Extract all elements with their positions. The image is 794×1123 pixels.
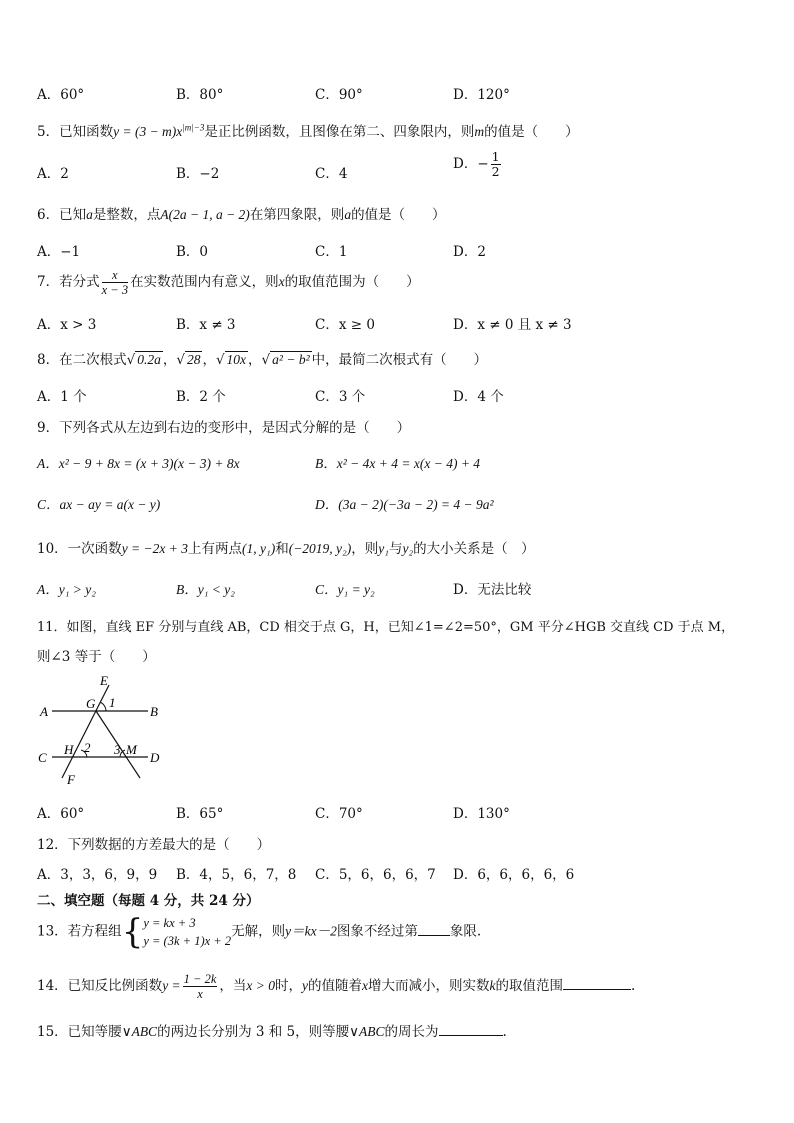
question-8: 8．在二次根式√ 0.2a ，√ 28 ，√ 10x ，√ a² − b² 中，最简二次根式有（ ） — [37, 352, 488, 368]
q7-option-b: B．x ≠ 3 — [176, 317, 236, 333]
q5-option-b: B．−2 — [176, 166, 220, 182]
q4-option-d: D．120° — [453, 87, 510, 103]
label-c: C — [38, 750, 47, 765]
q10-option-b: B．y₁ < y₂ — [176, 582, 235, 597]
q11-option-d: D．130° — [453, 806, 510, 822]
question-15: 15．已知等腰∨ABC的两边长分别为 3 和 5，则等腰∨ABC的周长为 . — [37, 1024, 507, 1040]
q14-answer-blank[interactable] — [563, 977, 631, 990]
label-m: M — [126, 742, 137, 757]
q7-option-a: A．x > 3 — [37, 317, 97, 333]
question-11-line1: 11．如图，直线 EF 分别与直线 AB，CD 相交于点 G，H，已知∠1=∠2=50°，GM 平分∠HGB 交直线 CD 于点 M， — [37, 620, 735, 635]
label-angle-3: 3 — [114, 742, 121, 757]
question-7: 7．若分式 $\frac{x}{x - 3}$ 在实数范围内有意义，则x的取值范围为（ ） — [37, 268, 420, 297]
q13-answer-blank[interactable] — [418, 923, 450, 936]
q9-option-a: A．x² − 9 + 8x = (x + 3)(x − 3) + 8x — [37, 456, 240, 471]
q6-option-d: D．2 — [453, 244, 486, 260]
label-angle-1: 1 — [109, 695, 116, 710]
q11-option-a: A．60° — [37, 806, 85, 822]
question-5: 5．已知函数$y = (3 - m)x^{|m|-3}$是正比例函数，且图像在第二、四象限内，则m的值是（ ） — [37, 122, 579, 140]
label-b: B — [150, 704, 158, 719]
label-h: H — [64, 742, 74, 757]
q12-option-d: D．6，6，6，6，6 — [453, 867, 575, 883]
q5-option-d: D．− $\frac{1}{2}$ — [453, 149, 500, 179]
angle-1-arc — [100, 702, 106, 711]
q4-option-b: B．80° — [176, 87, 224, 103]
q10-option-c: C．y₁ = y₂ — [315, 582, 375, 597]
label-g: G — [86, 696, 96, 711]
q12-option-a: A．3，3，6，9，9 — [37, 867, 158, 883]
q15-answer-blank[interactable] — [439, 1023, 503, 1036]
q11-figure — [30, 670, 180, 792]
section-2-heading: 二、填空题（每题 4 分，共 24 分） — [37, 893, 260, 909]
q7-option-c: C．x ≥ 0 — [315, 317, 375, 333]
q10-option-d: D．无法比较 — [453, 582, 532, 598]
question-11-line2: 则∠3 等于（ ） — [37, 649, 156, 665]
label-f: F — [67, 772, 75, 787]
q11-option-b: B．65° — [176, 806, 224, 822]
question-9: 9．下列各式从左边到右边的变形中，是因式分解的是（ ） — [37, 420, 411, 436]
q12-option-b: B．4，5，6，7，8 — [176, 867, 297, 883]
question-12: 12．下列数据的方差最大的是（ ） — [37, 837, 271, 853]
q5-option-a: A．2 — [37, 166, 69, 182]
q4-option-c: C．90° — [315, 87, 363, 103]
q4-option-a: A．60° — [37, 87, 85, 103]
q11-option-c: C．70° — [315, 806, 363, 822]
q8-option-c: C．3 个 — [315, 389, 366, 405]
q6-option-a: A．−1 — [37, 244, 81, 260]
q10-option-a: A．y₁ > y₂ — [37, 582, 96, 597]
label-a: A — [40, 704, 48, 719]
label-angle-2: 2 — [84, 740, 91, 755]
q8-option-b: B．2 个 — [176, 389, 226, 405]
q8-option-a: A．1 个 — [37, 389, 87, 405]
question-10: 10．一次函数y = −2x + 3上有两点(1, y₁)和(−2019, y₂)，则y₁与y₂的大小关系是（ ） — [37, 541, 535, 557]
q8-option-d: D．4 个 — [453, 389, 504, 405]
q5-option-c: C．4 — [315, 166, 348, 182]
question-14: 14．已知反比例函数y = $\frac{1 - 2k}{x}$ ，当x > 0时，y的值随着x增大而减小，则实数k的取值范围 . — [37, 972, 636, 1001]
q6-option-c: C．1 — [315, 244, 348, 260]
q6-option-b: B．0 — [176, 244, 209, 260]
label-d: D — [150, 750, 160, 765]
q9-option-c: C．ax − ay = a(x − y) — [37, 497, 161, 512]
question-13: 13．若方程组{ y = kx + 3 y = (3k + 1)x + 2 无解，则y＝kx－2图象不经过第 象限. — [37, 912, 482, 952]
q9-option-b: B．x² − 4x + 4 = x(x − 4) + 4 — [315, 456, 481, 471]
q9-option-d: D．(3a − 2)(−3a − 2) = 4 − 9a² — [315, 497, 494, 512]
q7-option-d: D．x ≠ 0 且 x ≠ 3 — [453, 317, 572, 333]
question-6: 6．已知a是整数，点A(2a − 1, a − 2)在第四象限，则a的值是（ ） — [37, 207, 446, 223]
label-e: E — [100, 673, 108, 688]
q12-option-c: C．5，6，6，6，7 — [315, 867, 436, 883]
